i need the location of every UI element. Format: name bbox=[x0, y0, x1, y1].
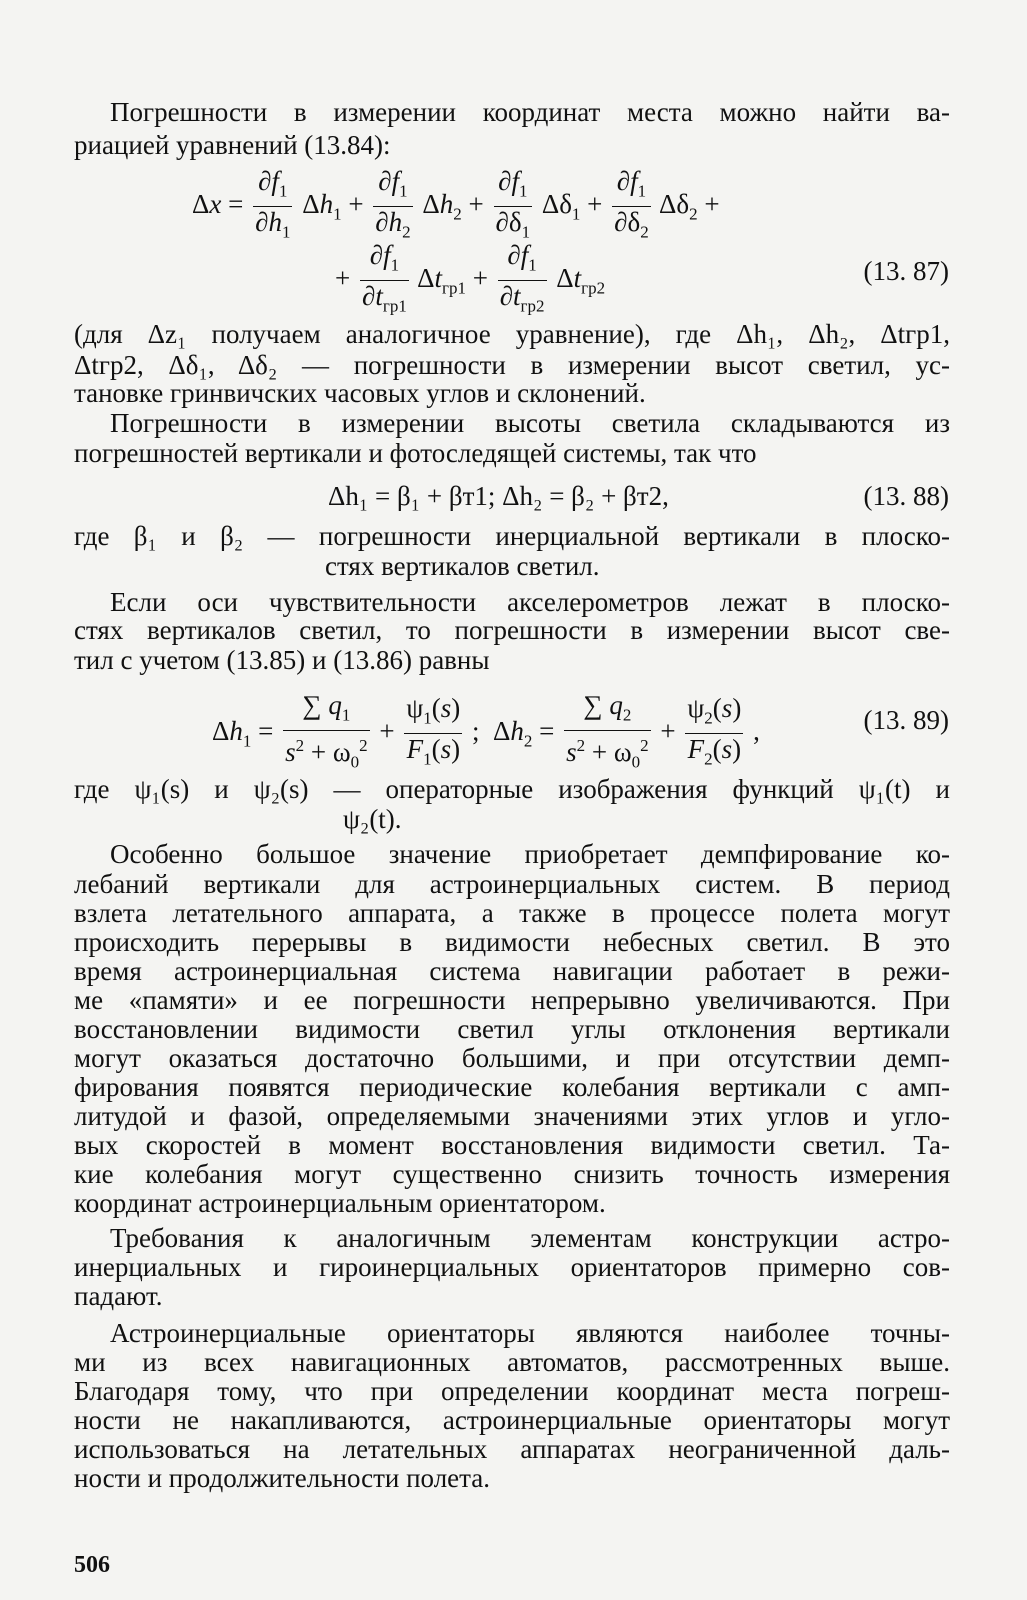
text-line: ψ₂(t). bbox=[343, 804, 402, 834]
text-line: Если оси чувствительности акселерометров лежат в плоско- bbox=[110, 587, 950, 617]
text-line: Особенно большое значение приобретает демпфирование ко- bbox=[110, 839, 950, 869]
text-line: фирования появятся периодические колебания вертикали с амп- bbox=[74, 1072, 950, 1102]
text-line: использоваться на летательных аппаратах неограниченной даль- bbox=[74, 1434, 950, 1464]
text-line: погрешностей вертикали и фотоследящей системы, так что bbox=[74, 438, 757, 468]
equation-13-87-line1: Δx = $\frac{\partial f_1}{\partial h_1}$ $\Delta h_1$ + $\frac{\partial f_1}{\partial h_2}$ $\Delta h_2$ + $\frac{\partial f_1}{\partial\delta_1}$ $\Delta\delta_1$ + $\frac{\partial f_1}{\partial\delta_2}$ $\Delta\delta_2$ + bbox=[192, 166, 720, 242]
text-line: взлета летательного аппарата, а также в процессе полета могут bbox=[74, 898, 950, 928]
text-line: могут оказаться достаточно большими, и при отсутствии демп- bbox=[74, 1043, 950, 1073]
text-line: лебаний вертикали для астроинерциальных систем. В период bbox=[74, 869, 950, 899]
text-line: Требования к аналогичным элементам конструкции астро- bbox=[110, 1223, 950, 1253]
text-line: Погрешности в измерении высоты светила складываются из bbox=[110, 408, 950, 438]
text-line: стях вертикалов светил. bbox=[325, 551, 600, 581]
text-line: падают. bbox=[74, 1281, 163, 1311]
text-line: (для Δz₁ получаем аналогичное уравнение), где Δh₁, Δh₂, Δtгр1, bbox=[74, 319, 950, 349]
text-line: вых скоростей в момент восстановления видимости светил. Та- bbox=[74, 1130, 950, 1160]
equation-13-88: Δh₁ = β₁ + βт1; Δh₂ = β₂ + βт2, bbox=[328, 481, 669, 511]
text-line: Погрешности в измерении координат места можно найти ва- bbox=[110, 97, 950, 127]
equation-13-89: $\Delta h_1$ = $\frac{\sum q_1}{s^2 + \omega_0^2}$ + $\frac{\psi_1(s)}{F_1(s)}$ ; $\Delta h_2$ = $\frac{\sum q_2}{s^2 + \omega_0^2}$ + $\frac{\psi_2(s)}{F_2(s)}$ , bbox=[212, 690, 760, 772]
text-line: происходить перерывы в видимости небесных светил. В это bbox=[74, 927, 950, 957]
equation-13-87-line2: + $\frac{\partial f_1}{\partial t_{гр1}}$ $\Delta t_{гр1}$ + $\frac{\partial f_1}{\partial t_{гр2}}$ $\Delta t_{гр2}$ bbox=[335, 240, 606, 316]
equation-number: (13. 89) bbox=[863, 705, 949, 735]
text-line: тановке гринвичских часовых углов и склонений. bbox=[74, 378, 646, 408]
text-line: ми из всех навигационных автоматов, рассмотренных выше. bbox=[74, 1347, 950, 1377]
equation-number: (13. 87) bbox=[863, 256, 949, 286]
text-line: инерциальных и гироинерциальных ориентаторов примерно сов- bbox=[74, 1252, 950, 1282]
text-line: где β₁ и β₂ — погрешности инерциальной вертикали в плоско- bbox=[74, 521, 950, 551]
text-line: кие колебания могут существенно снизить точность измерения bbox=[74, 1159, 950, 1189]
page-number: 506 bbox=[74, 1552, 110, 1578]
text-line: литудой и фазой, определяемыми значениями этих углов и угло- bbox=[74, 1101, 950, 1131]
text-line: где ψ₁(s) и ψ₂(s) — операторные изображения функций ψ₁(t) и bbox=[74, 774, 950, 804]
text-line: Астроинерциальные ориентаторы являются наиболее точны- bbox=[110, 1318, 950, 1348]
text-line: ности и продолжительности полета. bbox=[74, 1463, 491, 1493]
text-line: тил с учетом (13.85) и (13.86) равны bbox=[74, 645, 490, 675]
text-line: Δtгр2, Δδ₁, Δδ₂ — погрешности в измерении высот светил, ус- bbox=[74, 350, 950, 380]
text-line: Благодаря тому, что при определении координат места погреш- bbox=[74, 1376, 950, 1406]
text-line: стях вертикалов светил, то погрешности в измерении высот све- bbox=[74, 615, 950, 645]
text-line: восстановлении видимости светил углы отклонения вертикали bbox=[74, 1014, 950, 1044]
equation-number: (13. 88) bbox=[863, 481, 949, 511]
text-line: координат астроинерциальным ориентатором. bbox=[74, 1188, 606, 1218]
text-line: время астроинерциальная система навигации работает в режи- bbox=[74, 956, 950, 986]
text-line: риацией уравнений (13.84): bbox=[74, 130, 391, 160]
text-line: ности не накапливаются, астроинерциальные ориентаторы могут bbox=[74, 1405, 950, 1435]
text-line: ме «памяти» и ее погрешности непрерывно увеличиваются. При bbox=[74, 985, 950, 1015]
